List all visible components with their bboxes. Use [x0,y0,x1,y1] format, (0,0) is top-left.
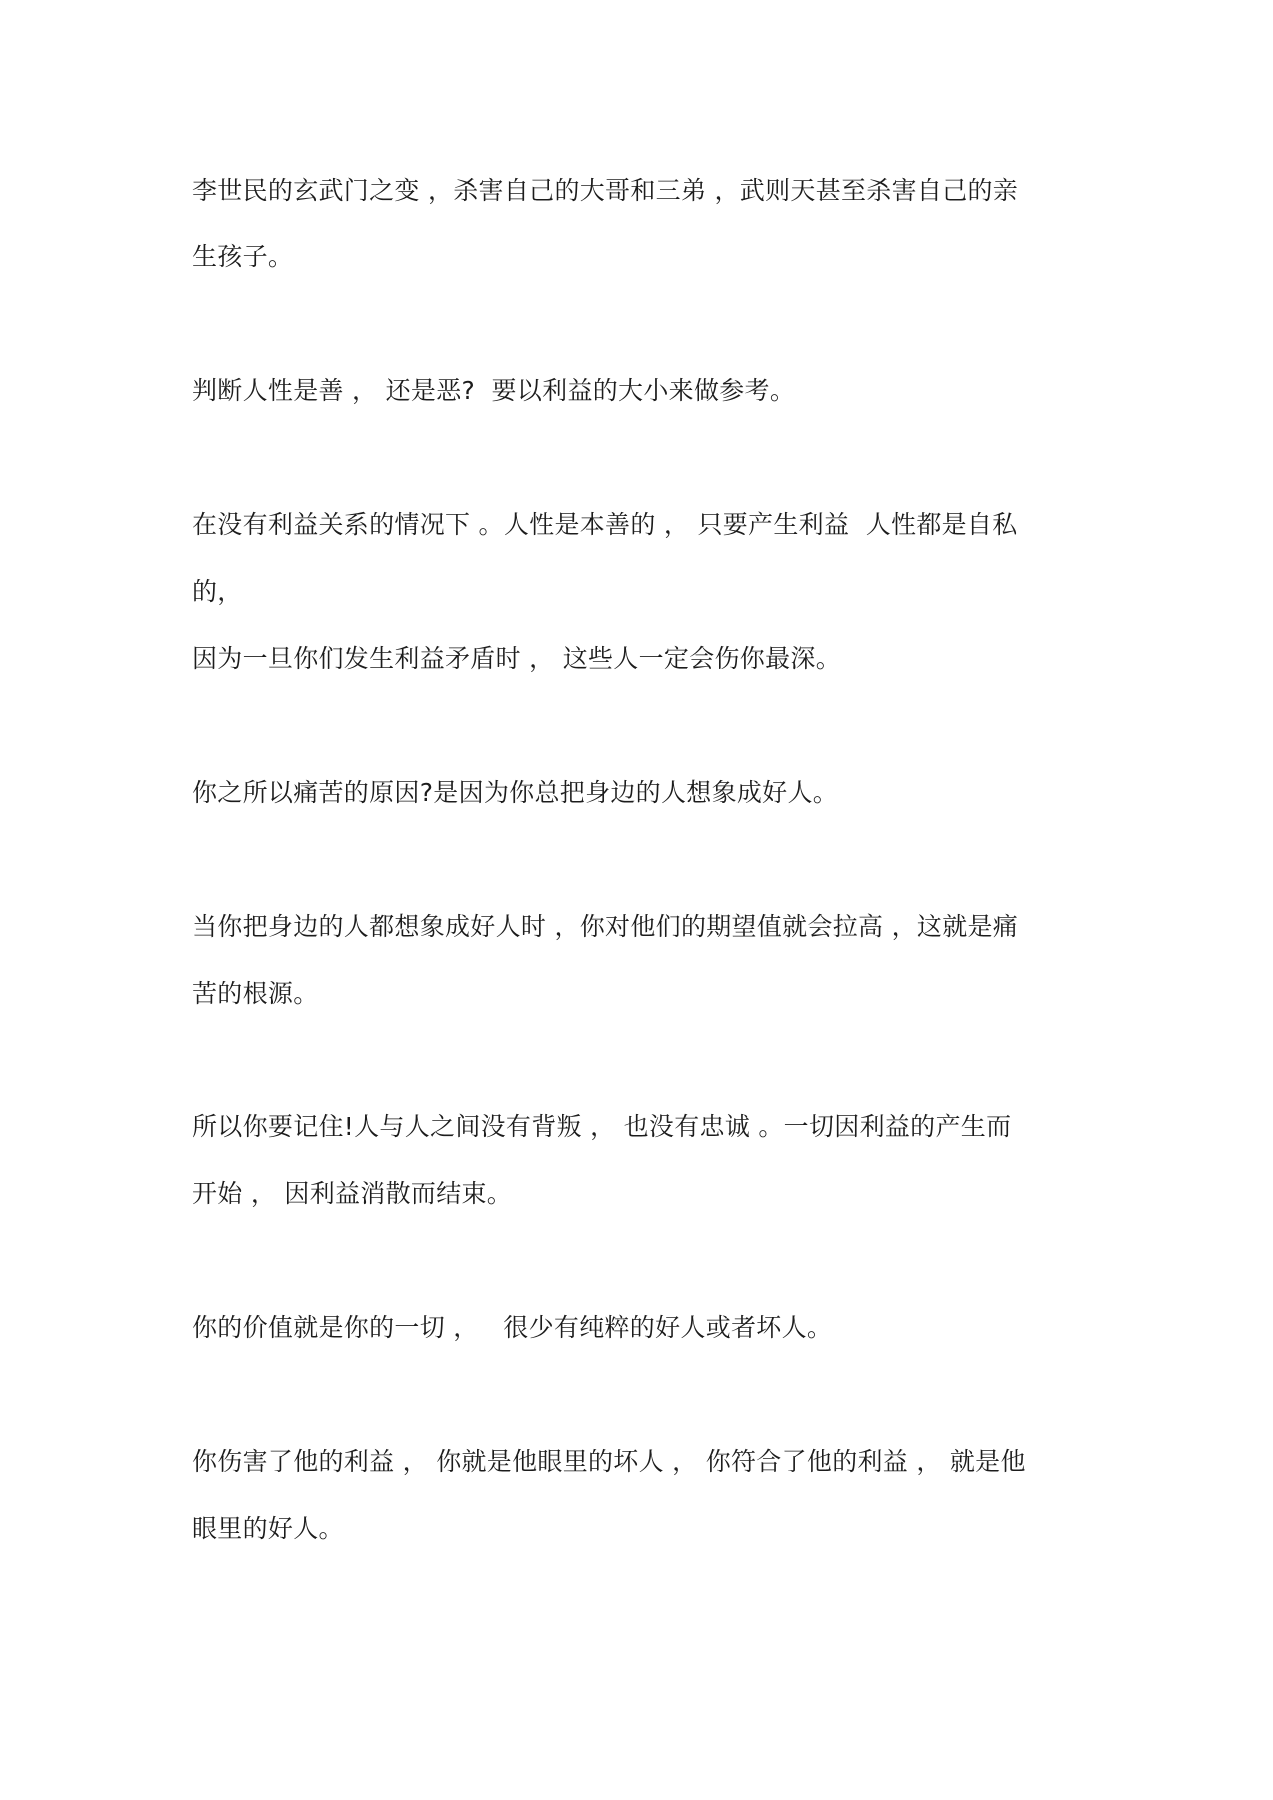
text-line: 生孩子。 [192,242,294,271]
text-line: 在没有利益关系的情况下 。人性是本善的 ， 只要产生利益 人性都是自私 [192,510,1018,539]
text-line: 你的价值就是你的一切 ， 很少有纯粹的好人或者坏人。 [192,1313,833,1342]
text-line: 你之所以痛苦的原因?是因为你总把身边的人想象成好人。 [192,778,839,807]
text-line: 李世民的玄武门之变 ，杀害自己的大哥和三弟 ，武则天甚至杀害自己的亲 [192,176,1019,205]
text-line: 开始 ， 因利益消散而结束。 [192,1179,513,1208]
text-line: 苦的根源。 [192,979,319,1008]
text-line: 眼里的好人。 [192,1514,344,1543]
text-line: 所以你要记住!人与人之间没有背叛 ， 也没有忠诚 。一切因利益的产生而 [192,1112,1012,1141]
text-line: 判断人性是善 ， 还是恶? 要以利益的大小来做参考。 [192,376,796,405]
text-line: 因为一旦你们发生利益矛盾时 ， 这些人一定会伤你最深。 [192,644,841,673]
text-line: 的， [192,577,243,606]
text-line: 当你把身边的人都想象成好人时 ，你对他们的期望值就会拉高 ，这就是痛 [192,912,1019,941]
text-line: 你伤害了他的利益 ， 你就是他眼里的坏人 ， 你符合了他的利益 ， 就是他 [192,1447,1026,1476]
